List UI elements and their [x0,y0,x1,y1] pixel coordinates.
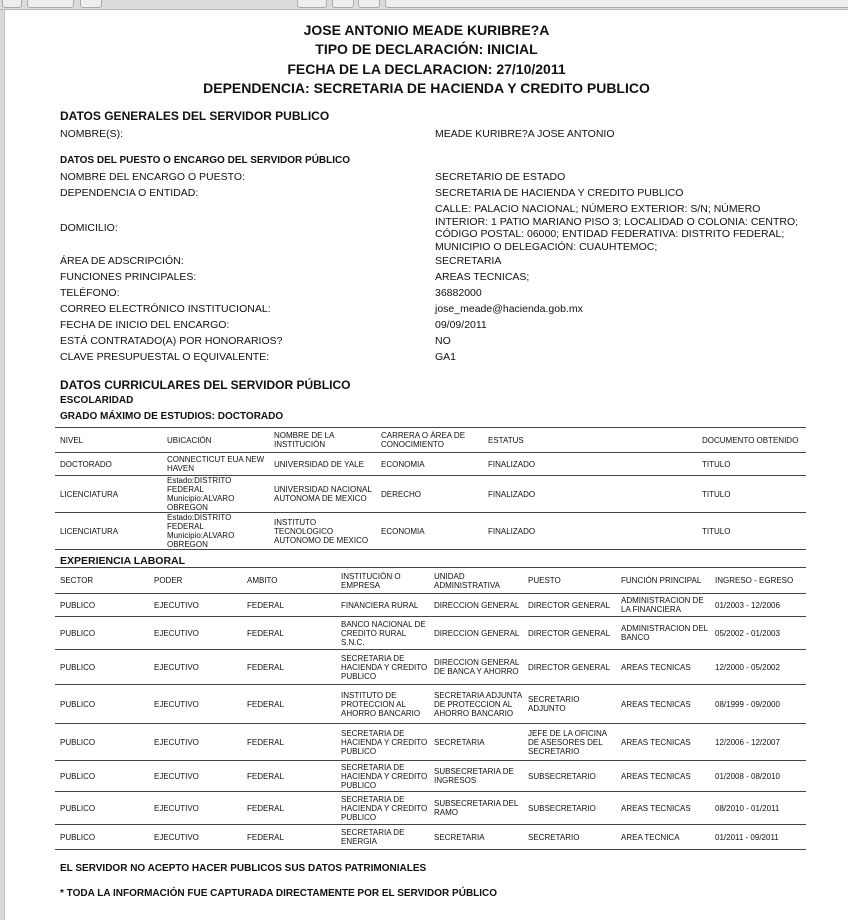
field-value: jose_meade@hacienda.gob.mx [435,303,583,315]
section-subtitle: ESCOLARIDAD [60,395,134,406]
toolbar-button[interactable] [332,0,354,8]
sidebar-edge [0,10,5,920]
toolbar-button[interactable] [80,0,102,8]
table-cell: SECRETARIA DE HACIENDA Y CREDITO PUBLICO [336,724,429,761]
field-label: ESTÁ CONTRATADO(A) POR HONORARIOS? [60,335,283,347]
table-row [55,825,806,850]
table-cell: AREAS TECNICAS [616,724,710,761]
toolbar-button[interactable] [2,0,22,8]
education-table [55,427,806,550]
section-subtitle: DATOS DEL PUESTO O ENCARGO DEL SERVIDOR PÚBLICO [60,155,351,166]
table-cell: AREAS TECNICAS [616,685,710,724]
column-header: DOCUMENTO OBTENIDO [697,428,806,453]
table-cell: PUBLICO [55,825,149,850]
declaration-agency: DEPENDENCIA: SECRETARIA DE HACIENDA Y CREDITO PUBLICO [203,80,650,96]
section-title: DATOS GENERALES DEL SERVIDOR PUBLICO [60,109,330,123]
column-header: PUESTO [523,568,616,594]
toolbar-button[interactable] [297,0,327,8]
table-cell: UNIVERSIDAD DE YALE [269,453,376,476]
table-cell: AREAS TECNICAS [616,792,710,825]
table-cell: PUBLICO [55,761,149,792]
table-cell: FINALIZADO [483,476,697,513]
field-value: MEADE KURIBRE?A JOSE ANTONIO [435,128,615,140]
table-cell: Estado:DISTRITO FEDERAL Municipio:ALVARO OBREGON [162,513,269,550]
field-value: NO [435,335,451,347]
table-cell: SECRETARIA DE ENERGIA [336,825,429,850]
table-row [55,453,806,476]
patrimonial-note: EL SERVIDOR NO ACEPTO HACER PUBLICOS SUS DATOS PATRIMONIALES [60,863,427,874]
table-row [55,650,806,685]
table-cell: AREAS TECNICAS [616,650,710,685]
search-field[interactable] [385,0,848,8]
capture-note: * TODA LA INFORMACIÓN FUE CAPTURADA DIRECTAMENTE POR EL SERVIDOR PÚBLICO [60,888,498,899]
table-cell: ADMINISTRACION DE LA FINANCIERA [616,594,710,617]
table-row [55,724,806,761]
table-cell: EJECUTIVO [149,617,242,650]
table-cell: DIRECTOR GENERAL [523,594,616,617]
table-cell: INSTITUTO DE PROTECCION AL AHORRO BANCARIO [336,685,429,724]
table-cell: 05/2002 - 01/2003 [710,617,806,650]
table-cell: DIRECCION GENERAL [429,617,523,650]
table-cell: EJECUTIVO [149,761,242,792]
table-cell: AREA TECNICA [616,825,710,850]
table-row [55,792,806,825]
toolbar-button[interactable] [27,0,74,8]
table-cell: TITULO [697,453,806,476]
field-value: 09/09/2011 [435,319,487,331]
declarant-name: JOSE ANTONIO MEADE KURIBRE?A [303,22,550,38]
table-cell: SECRETARIA DE HACIENDA Y CREDITO PUBLICO [336,650,429,685]
column-header: ESTATUS [483,428,697,453]
table-cell: DIRECCION GENERAL [429,594,523,617]
table-cell: LICENCIATURA [55,513,162,550]
column-header: PODER [149,568,242,594]
column-header: INSTITUCIÓN O EMPRESA [336,568,429,594]
declaration-type: TIPO DE DECLARACIÓN: INICIAL [315,41,538,57]
table-cell: EJECUTIVO [149,724,242,761]
column-header: UNIDAD ADMINISTRATIVA [429,568,523,594]
table-cell: 12/2000 - 05/2002 [710,650,806,685]
table-cell: TITULO [697,513,806,550]
table-cell: 12/2006 - 12/2007 [710,724,806,761]
table-cell: SECRETARIA ADJUNTA DE PROTECCION AL AHORRO BANCARIO [429,685,523,724]
table-cell: EJECUTIVO [149,650,242,685]
column-header: UBICACIÓN [162,428,269,453]
table-row [55,685,806,724]
table-cell: INSTITUTO TECNOLOGICO AUTONOMO DE MEXICO [269,513,376,550]
table-cell: SECRETARIA [429,724,523,761]
field-value: CALLE: PALACIO NACIONAL; NÚMERO EXTERIOR: S/N; NÚMERO INTERIOR: 1 PATIO MARIANO PISO 3; LOCALIDAD O COLONIA: CENTRO; CÓDIGO POSTAL: 06000; ENTIDAD FEDERATIVA: DISTRITO FEDERAL; MUNICIPIO O DELEGACIÓN: CUAUHTEMOC; [435,203,799,253]
table-cell: JEFE DE LA OFICINA DE ASESORES DEL SECRETARIO [523,724,616,761]
table-cell: FEDERAL [242,650,336,685]
table-cell: SUBSECRETARIO [523,792,616,825]
table-cell: EJECUTIVO [149,594,242,617]
table-cell: DERECHO [376,476,483,513]
table-cell: ECONOMIA [376,453,483,476]
field-label: NOMBRE DEL ENCARGO O PUESTO: [60,171,245,183]
column-header: INGRESO - EGRESO [710,568,806,594]
field-value: AREAS TECNICAS; [435,271,530,283]
field-label: CLAVE PRESUPUESTAL O EQUIVALENTE: [60,351,270,363]
table-cell: EJECUTIVO [149,792,242,825]
table-cell: 01/2008 - 08/2010 [710,761,806,792]
table-cell: SECRETARIO ADJUNTO [523,685,616,724]
column-header: FUNCIÓN PRINCIPAL [616,568,710,594]
table-header [55,568,806,594]
table-cell: UNIVERSIDAD NACIONAL AUTONOMA DE MEXICO [269,476,376,513]
table-cell: 08/2010 - 01/2011 [710,792,806,825]
column-header: AMBITO [242,568,336,594]
table-cell: BANCO NACIONAL DE CREDITO RURAL S.N.C. [336,617,429,650]
table-cell: DOCTORADO [55,453,162,476]
table-cell: ECONOMIA [376,513,483,550]
table-cell: SUBSECRETARIA DEL RAMO [429,792,523,825]
section-subtitle: EXPERIENCIA LABORAL [60,555,186,567]
table-cell: CONNECTICUT EUA NEW HAVEN [162,453,269,476]
table-cell: 01/2003 - 12/2006 [710,594,806,617]
table-header [55,428,806,453]
table-cell: SECRETARIA DE HACIENDA Y CREDITO PUBLICO [336,761,429,792]
field-value: SECRETARIO DE ESTADO [435,171,566,183]
table-row [55,513,806,550]
table-cell: SECRETARIO [523,825,616,850]
table-cell: FINALIZADO [483,513,697,550]
field-value: SECRETARIA [435,255,502,267]
field-label: NOMBRE(S): [60,128,123,140]
table-cell: DIRECTOR GENERAL [523,650,616,685]
experience-table [55,567,806,850]
declaration-date: FECHA DE LA DECLARACION: 27/10/2011 [287,61,566,77]
table-row [55,761,806,792]
field-label: TELÉFONO: [60,287,120,299]
table-cell: PUBLICO [55,724,149,761]
table-cell: PUBLICO [55,650,149,685]
column-header: NIVEL [55,428,162,453]
table-cell: Estado:DISTRITO FEDERAL Municipio:ALVARO OBREGON [162,476,269,513]
table-cell: TITULO [697,476,806,513]
table-cell: ADMINISTRACION DEL BANCO [616,617,710,650]
table-cell: FEDERAL [242,594,336,617]
field-label: FECHA DE INICIO DEL ENCARGO: [60,319,230,331]
table-cell: SECRETARIA [429,825,523,850]
table-cell: DIRECTOR GENERAL [523,617,616,650]
table-cell: PUBLICO [55,685,149,724]
table-cell: FINALIZADO [483,453,697,476]
table-cell: 01/2011 - 09/2011 [710,825,806,850]
table-cell: AREAS TECNICAS [616,761,710,792]
column-header: CARRERA O ÁREA DE CONOCIMIENTO [376,428,483,453]
table-cell: EJECUTIVO [149,685,242,724]
table-row [55,476,806,513]
table-cell: FEDERAL [242,825,336,850]
table-cell: DIRECCION GENERAL DE BANCA Y AHORRO [429,650,523,685]
field-value: SECRETARIA DE HACIENDA Y CREDITO PUBLICO [435,187,684,199]
table-cell: FEDERAL [242,761,336,792]
column-header: SECTOR [55,568,149,594]
table-cell: FEDERAL [242,685,336,724]
table-cell: EJECUTIVO [149,825,242,850]
table-cell: FINANCIERA RURAL [336,594,429,617]
table-cell: PUBLICO [55,792,149,825]
field-label: DEPENDENCIA O ENTIDAD: [60,187,199,199]
viewer-toolbar [0,0,848,10]
table-cell: LICENCIATURA [55,476,162,513]
table-cell: PUBLICO [55,594,149,617]
field-label: ÁREA DE ADSCRIPCIÓN: [60,255,184,267]
table-cell: PUBLICO [55,617,149,650]
table-cell: FEDERAL [242,792,336,825]
toolbar-button[interactable] [358,0,380,8]
table-cell: SUBSECRETARIA DE INGRESOS [429,761,523,792]
field-value: GA1 [435,351,457,363]
column-header: NOMBRE DE LA INSTITUCIÓN [269,428,376,453]
field-label: DOMICILIO: [60,222,118,234]
field-value: 36882000 [435,287,482,299]
table-cell: 08/1999 - 09/2000 [710,685,806,724]
table-cell: SUBSECRETARIO [523,761,616,792]
field-label: FUNCIONES PRINCIPALES: [60,271,197,283]
table-cell: FEDERAL [242,617,336,650]
table-cell: FEDERAL [242,724,336,761]
section-subtitle: GRADO MÁXIMO DE ESTUDIOS: DOCTORADO [60,411,284,422]
table-row [55,594,806,617]
field-label: CORREO ELECTRÓNICO INSTITUCIONAL: [60,303,271,315]
section-title: DATOS CURRICULARES DEL SERVIDOR PÚBLICO [60,378,351,392]
table-cell: SECRETARIA DE HACIENDA Y CREDITO PUBLICO [336,792,429,825]
table-row [55,617,806,650]
